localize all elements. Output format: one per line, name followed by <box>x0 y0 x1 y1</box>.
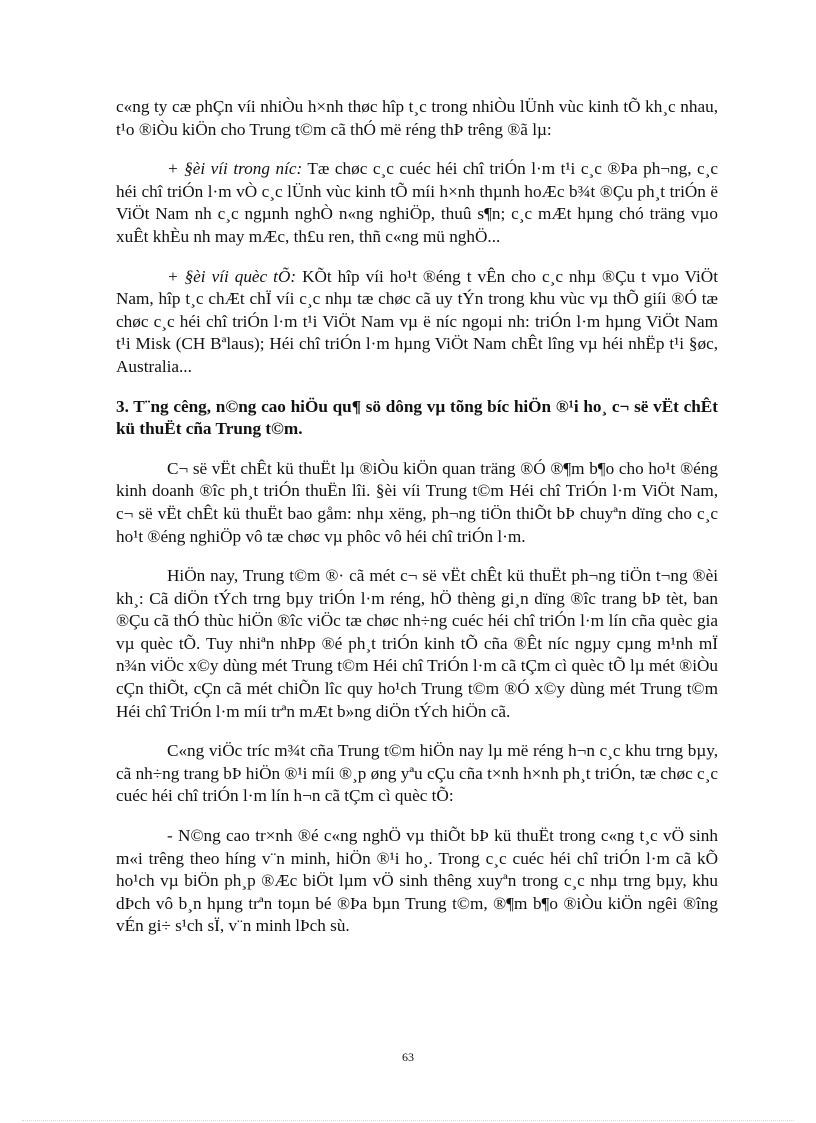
paragraph-international-body: KÕt hîp víi ho¹t ®éng t vÊn cho c¸c nhµ ®Çu t vµo ViÖt Nam, hîp t¸c chÆt chÏ víi c¸c nhµ tæ chøc cã uy tÝn trong khu vùc vµ thÕ giíi ®Ó tæ chøc c¸c héi chî triÓn l·m t¹i ViÖt Nam vµ ë níc ngoµi nh: triÓn l·m hµng ViÖt Nam t¹i Misk (CH Bªlaus); Héi chî triÓn l·m hµng ViÖt Nam chÊt lîng vµ héi nhËp t¹i §øc, Australia... <box>116 266 718 376</box>
paragraph-domestic-body: Tæ chøc c¸c cuéc héi chî triÓn l·m t¹i c¸c ®Þa ph¬ng, c¸c héi chî triÓn l·m vÒ c¸c lÜnh vùc kinh tÕ míi h×nh thµnh hoÆc b¾t ®Çu ph¸t triÓn ë ViÖt Nam nh c¸c ngµnh nghÒ n«ng nghiÖp, thuû s¶n; c¸c mÆt hµng chó träng vµo xuÊt khÈu nh may mÆc, th£u ren, thñ c«ng mü nghÖ... <box>116 159 718 246</box>
paragraph-international-lead: + §èi víi quèc tÕ: <box>167 266 297 286</box>
paragraph-technology: - N©ng cao tr×nh ®é c«ng nghÖ vµ thiÕt bÞ kü thuËt trong c«ng t¸c vÖ sinh m«i trêng theo híng v¨n minh, hiÖn ®¹i ho¸. Trong c¸c cuéc héi chî triÓn l·m cã kÕ ho¹ch vµ biÖn ph¸p ®Æc biÖt lµm vÖ sinh thêng xuyªn trong c¸c nhµ trng bµy, khu dÞch vô b¸n hµng trªn toµn bé ®Þa bµn Trung t©m, ®¶m b¶o ®iÒu kiÖn ngêi ®îng vÉn gi÷ s¹ch sÏ, v¨n minh lÞch sù. <box>116 826 718 936</box>
document-body <box>116 96 718 955</box>
paragraph-current-state: HiÖn nay, Trung t©m ®· cã mét c¬ së vËt chÊt kü thuËt ph¬ng tiÖn t¬ng ®èi kh¸: Cã diÖn tÝch trng bµy triÓn l·m réng, hÖ thèng gi¸n dïng ®îc trang bÞ tèt, ban ®Çu cã thÓ thùc hiÖn ®îc viÖc tæ chøc nh÷ng cuéc héi chî triÓn l·m lín cña quèc gia vµ quèc tÕ. Tuy nhiªn nhÞp ®é ph¸t triÓn kinh tÕ cña ®Êt níc ngµy cµng m¹nh mÏ n¾n viÖc x©y dùng mét Trung t©m Héi chî TriÓn l·m cã tÇm cì quèc tÕ lµ mét ®iÒu cÇn thiÕt, cÇn cã mét chiÕn lîc quy ho¹ch Trung t©m ®Ó x©y dùng mét Trung t©m Héi chî TriÓn l·m míi trªn mÆt b»ng diÖn tÝch hiÖn cã. <box>116 566 718 721</box>
paragraph-domestic <box>116 158 718 248</box>
paragraph-immediate-work: C«ng viÖc tríc m¾t cña Trung t©m hiÖn nay lµ më réng h¬n c¸c khu trng bµy, cã nh÷ng trang bÞ hiÖn ®¹i míi ®¸p øng yªu cÇu cña t×nh h×nh ph¸t triÓn, tæ chøc c¸c cuéc héi chî triÓn l·m lín h¬n cã tÇm cì quèc tÕ: <box>116 741 718 806</box>
paragraph-intro: c«ng ty cæ phÇn víi nhiÒu h×nh thøc hîp t¸c trong nhiÒu lÜnh vùc kinh tÕ kh¸c nhau, t¹o ®iÒu kiÖn cho Trung t©m cã thÓ më réng thÞ trêng ®ã lµ: <box>116 97 718 139</box>
paragraph-domestic-lead: + §èi víi trong níc: <box>167 159 303 179</box>
section-heading: 3. T¨ng cêng, n©ng cao hiÖu qu¶ sö dông vµ tõng bíc hiÖn ®¹i ho¸ c¬ së vËt chÊt kü thuËt cña Trung t©m. <box>116 396 718 439</box>
footer-divider <box>22 1120 794 1121</box>
paragraph-infrastructure: C¬ së vËt chÊt kü thuËt lµ ®iÒu kiÖn quan träng ®Ó ®¶m b¶o cho ho¹t ®éng kinh doanh ®îc ph¸t triÓn thuËn lîi. §èi víi Trung t©m Héi chî TriÓn l·m ViÖt Nam, c¬ së vËt chÊt kü thuËt bao gåm: nhµ xëng, ph¬ng tiÖn thiÕt bÞ chuyªn dïng cho c¸c ho¹t ®éng nghiÖp vô tæ chøc vµ phôc vô héi chî triÓn l·m. <box>116 458 718 546</box>
paragraph-international <box>116 266 718 379</box>
page-number: 63 <box>402 1050 414 1064</box>
